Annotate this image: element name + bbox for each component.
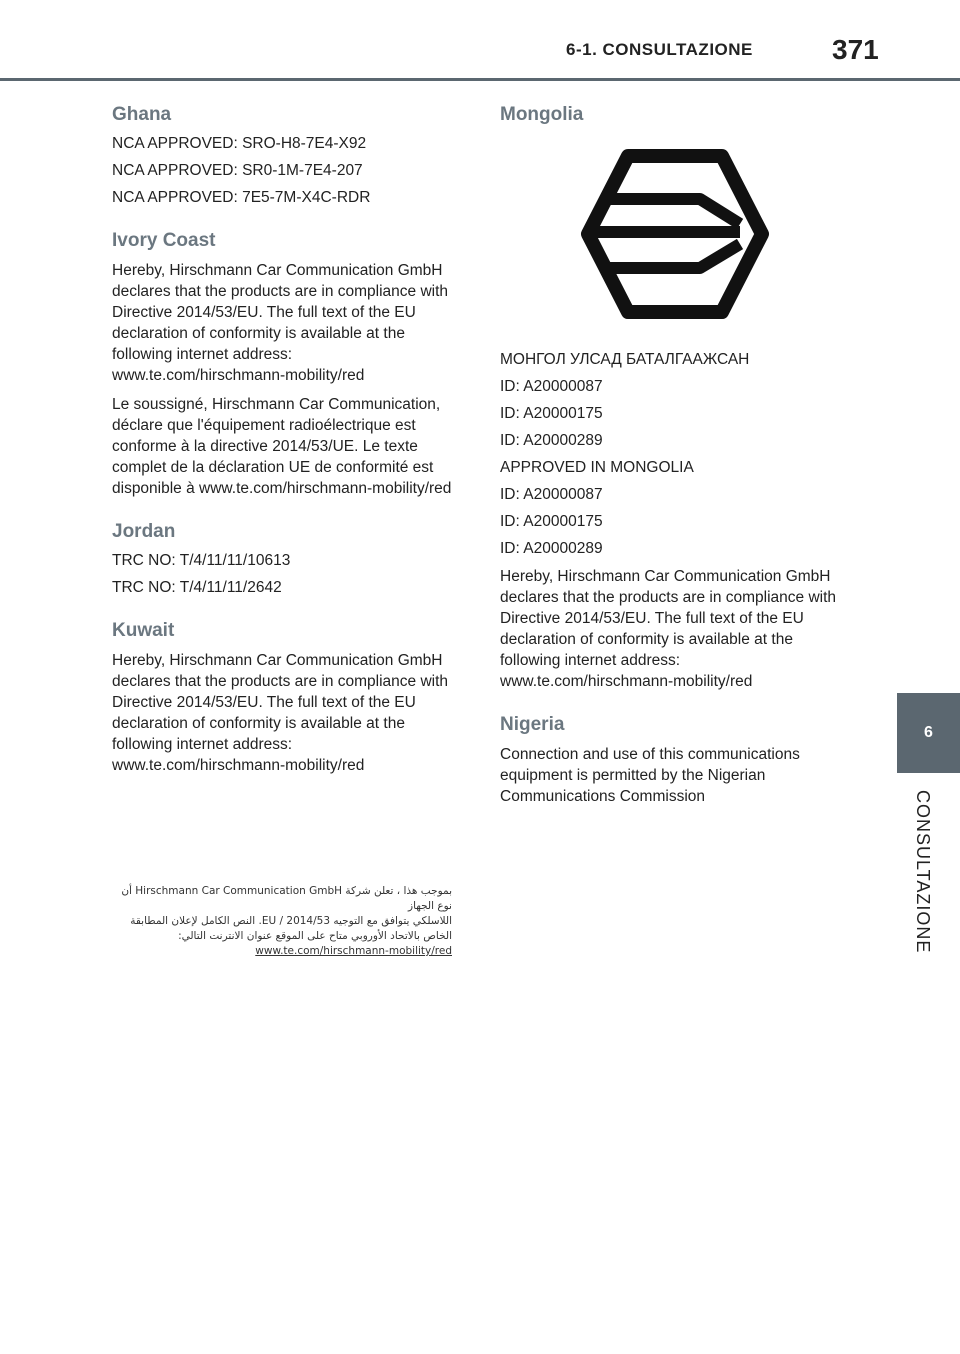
kuwait-text: Hereby, Hirschmann Car Communication GmbH declares that the products are in compliance with Directive 2014/53/EU. The full text of the EU declaration of conformity is available at the following internet address: www.te.com/hirschmann-mobility/red <box>112 652 449 774</box>
mongolia-line-7: ID: A20000175 <box>500 513 603 530</box>
kuwait-heading: Kuwait <box>112 620 175 641</box>
section-kuwait <box>112 620 464 776</box>
arabic-line-3: الخاص بالاتحاد الأوروبي متاح على الموقع عنوان الانترنت التالي: <box>178 930 452 942</box>
mongolia-line-2: ID: A20000087 <box>500 378 603 395</box>
ivory-coast-english-text: Hereby, Hirschmann Car Communication GmbH declares that the products are in compliance with Directive 2014/53/EU. The full text of the EU declaration of conformity is available at the following internet address: www.te.com/hirschmann-mobility/red <box>112 262 449 384</box>
chapter-tab <box>897 693 960 773</box>
header-rule <box>0 78 960 81</box>
chapter-side-label: CONSULTAZIONE <box>913 790 933 954</box>
nigeria-heading: Nigeria <box>500 714 565 735</box>
section-jordan <box>112 521 464 598</box>
ghana-approval-3: NCA APPROVED: 7E5-7M-X4C-RDR <box>112 189 371 206</box>
mongolia-line-3: ID: A20000175 <box>500 405 603 422</box>
jordan-trc-1: TRC NO: T/4/11/11/10613 <box>112 552 291 569</box>
left-column <box>112 104 464 798</box>
page-number: 371 <box>832 34 879 65</box>
mongolia-line-4: ID: A20000289 <box>500 432 603 449</box>
mongolia-heading: Mongolia <box>500 104 584 125</box>
running-header-title: 6-1. CONSULTAZIONE <box>566 40 753 59</box>
section-nigeria <box>500 714 855 807</box>
arabic-line-2: اللاسلكي يتوافق مع التوجيه 2014/53 / EU. النص الكامل لإعلان المطابقة <box>130 915 452 927</box>
mongolia-line-1: МОНГОЛ УЛСАД БАТАЛГААЖСАН <box>500 351 750 368</box>
mongolia-line-8: ID: A20000289 <box>500 540 603 557</box>
arabic-declaration <box>112 884 452 959</box>
chapter-number: 6 <box>924 724 933 741</box>
arabic-declaration-url: www.te.com/hirschmann-mobility/red <box>255 945 452 957</box>
ghana-approval-1: NCA APPROVED: SRO-H8-7E4-X92 <box>112 135 367 152</box>
nigeria-text: Connection and use of this communications equipment is permitted by the Nigerian Communications Commission <box>500 746 800 805</box>
mongolia-line-5: APPROVED IN MONGOLIA <box>500 459 694 476</box>
right-column <box>500 104 855 829</box>
section-mongolia <box>500 104 855 692</box>
jordan-trc-2: TRC NO: T/4/11/11/2642 <box>112 579 282 596</box>
section-ghana <box>112 104 464 208</box>
ivory-coast-french-text: Le soussigné, Hirschmann Car Communication, déclare que l'équipement radioélectrique est conforme à la directive 2014/53/UE. Le texte complet de la déclaration UE de conformité est disponible à www.te.com/hirschmann-mobility/red <box>112 396 452 497</box>
jordan-heading: Jordan <box>112 521 176 542</box>
mongolia-line-6: ID: A20000087 <box>500 486 603 503</box>
ghana-approval-2: NCA APPROVED: SR0-1M-7E4-207 <box>112 162 363 179</box>
ghana-heading: Ghana <box>112 104 172 125</box>
section-ivory-coast <box>112 230 464 499</box>
ivory-coast-heading: Ivory Coast <box>112 230 216 251</box>
arabic-line-1: بموجب هذا ، تعلن شركة Hirschmann Car Communication GmbH أن نوع الجهاز <box>121 885 452 912</box>
mongolia-text: Hereby, Hirschmann Car Communication GmbH declares that the products are in compliance with Directive 2014/53/EU. The full text of the EU declaration of conformity is available at the following internet address: www.te.com/hirschmann-mobility/red <box>500 568 837 690</box>
mongolia-certification-logo-icon <box>580 144 770 324</box>
